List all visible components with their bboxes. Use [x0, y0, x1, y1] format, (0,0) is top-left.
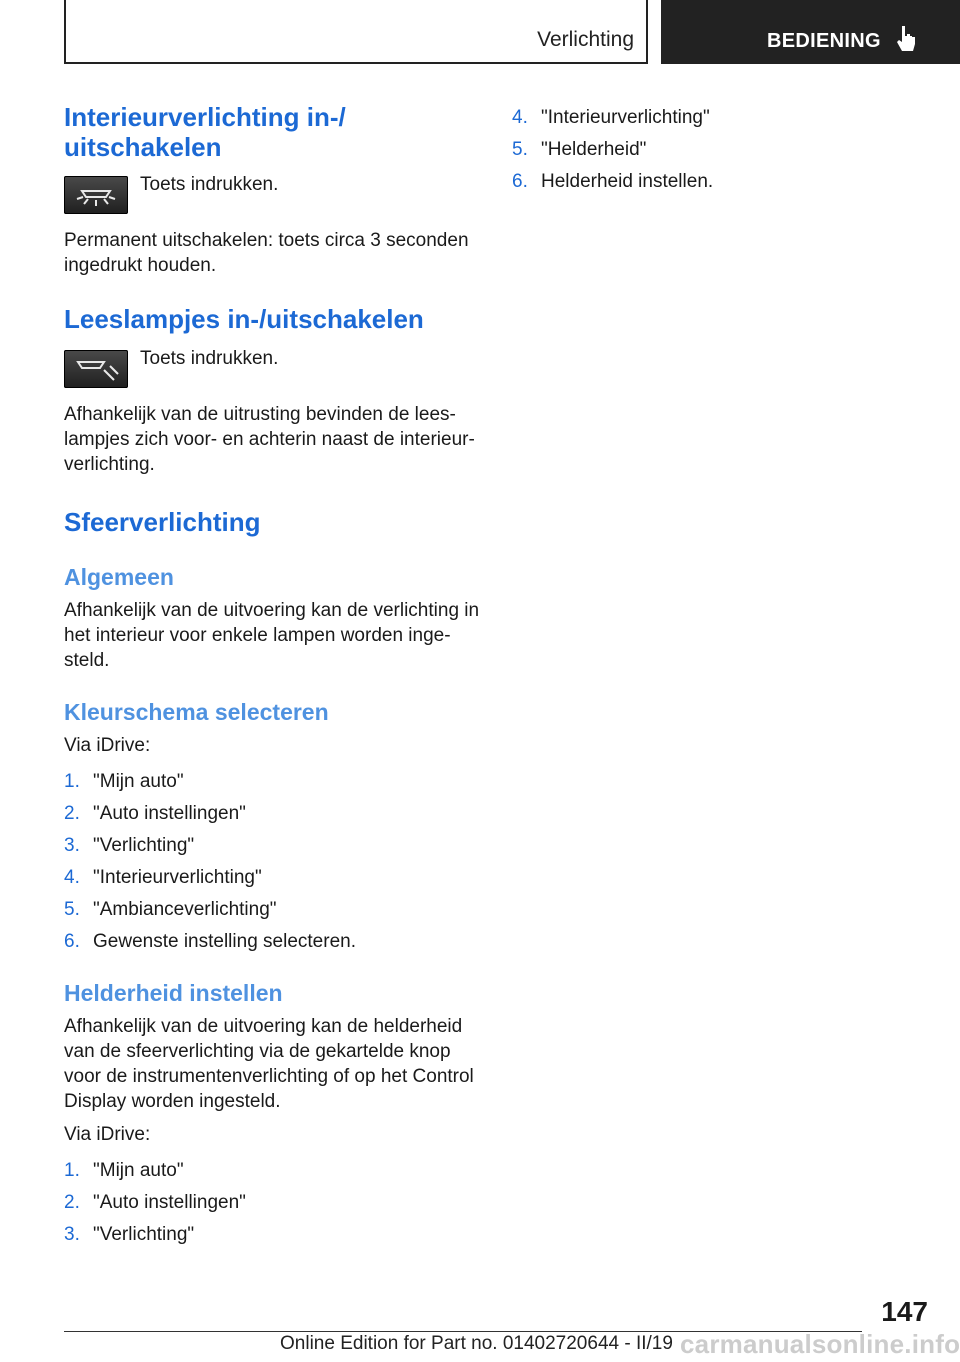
interior-light-button-image	[64, 176, 128, 214]
color-scheme-heading: Kleurschema selecteren	[64, 699, 329, 725]
page-number: 147	[881, 1296, 928, 1327]
step-number: 4.	[512, 107, 528, 128]
step-text: Helderheid instellen.	[541, 171, 714, 192]
step-number: 1.	[64, 1160, 80, 1181]
ambient-light-heading: Sfeerverlichting	[64, 507, 261, 537]
brightness-steps-left	[64, 1155, 484, 1251]
brightness-intro: Via iDrive:	[64, 1124, 151, 1145]
step-number: 2.	[64, 1192, 80, 1213]
general-heading: Algemeen	[64, 564, 174, 590]
list-item	[64, 1219, 484, 1251]
step-number: 5.	[512, 139, 528, 160]
reading-light-heading: Leeslampjes in-/uitschakelen	[64, 304, 424, 334]
brightness-heading: Helderheid instellen	[64, 980, 283, 1006]
step-text: "Auto instellingen"	[93, 803, 246, 824]
list-item	[512, 166, 912, 198]
left-column	[64, 102, 484, 1251]
step-number: 6.	[512, 171, 528, 192]
right-column	[512, 102, 912, 198]
reading-light-instruction	[64, 350, 484, 390]
step-text: "Helderheid"	[541, 139, 647, 160]
color-scheme-intro: Via iDrive:	[64, 735, 151, 756]
step-text: Gewenste instelling selecteren.	[93, 931, 356, 952]
interior-light-icon	[64, 176, 128, 214]
header-section-title: Verlichting	[537, 28, 634, 51]
reading-light-icon	[64, 350, 128, 388]
reading-light-button-text: Toets indrukken.	[140, 348, 279, 369]
interior-light-button-text: Toets indrukken.	[140, 174, 279, 195]
list-item	[64, 894, 484, 926]
step-number: 3.	[64, 1224, 80, 1245]
list-item	[512, 134, 912, 166]
step-text: "Interieurverlichting"	[93, 867, 262, 888]
hand-pointer-icon	[895, 24, 919, 59]
interior-light-paragraph: Permanent uitschakelen: toets circa 3 seconden ingedrukt houden.	[64, 230, 469, 276]
list-item	[64, 798, 484, 830]
reading-light-paragraph: Afhankelijk van de uitrusting bevinden de lees-lampjes zich voor- en achterin naast de interieur-verlichting.	[64, 404, 475, 475]
reading-light-button-image	[64, 350, 128, 388]
header-chapter-box	[661, 0, 960, 64]
list-item	[512, 102, 912, 134]
step-number: 1.	[64, 771, 80, 792]
list-item	[64, 862, 484, 894]
brightness-steps-right	[512, 102, 912, 198]
footer-edition: Online Edition for Part no. 01402720644 - II/19	[280, 1333, 673, 1354]
step-text: "Mijn auto"	[93, 771, 184, 792]
list-item	[64, 830, 484, 862]
step-text: "Auto instellingen"	[93, 1192, 246, 1213]
step-text: "Mijn auto"	[93, 1160, 184, 1181]
step-number: 5.	[64, 899, 80, 920]
list-item	[64, 1155, 484, 1187]
footer-watermark: carmanualsonline.info	[680, 1329, 960, 1359]
interior-light-instruction	[64, 176, 484, 216]
interior-light-heading: Interieurverlichting in-/ uitschakelen	[64, 102, 346, 162]
header-section-box	[64, 0, 648, 64]
list-item	[64, 926, 484, 958]
color-scheme-steps	[64, 766, 484, 958]
step-number: 4.	[64, 867, 80, 888]
step-text: "Verlichting"	[93, 1224, 195, 1245]
step-number: 2.	[64, 803, 80, 824]
step-text: "Interieurverlichting"	[541, 107, 710, 128]
header-chapter-title: BEDIENING	[767, 30, 881, 52]
list-item	[64, 766, 484, 798]
step-text: "Ambianceverlichting"	[93, 899, 277, 920]
general-paragraph: Afhankelijk van de uitvoering kan de verlichting in het interieur voor enkele lampen worden inge-steld.	[64, 600, 480, 671]
brightness-paragraph: Afhankelijk van de uitvoering kan de helderheid van de sfeerverlichting via de gekartelde knop voor de instrumentenverlichting of op het Control Display worden ingesteld.	[64, 1016, 474, 1112]
step-number: 3.	[64, 835, 80, 856]
step-text: "Verlichting"	[93, 835, 195, 856]
step-number: 6.	[64, 931, 80, 952]
list-item	[64, 1187, 484, 1219]
